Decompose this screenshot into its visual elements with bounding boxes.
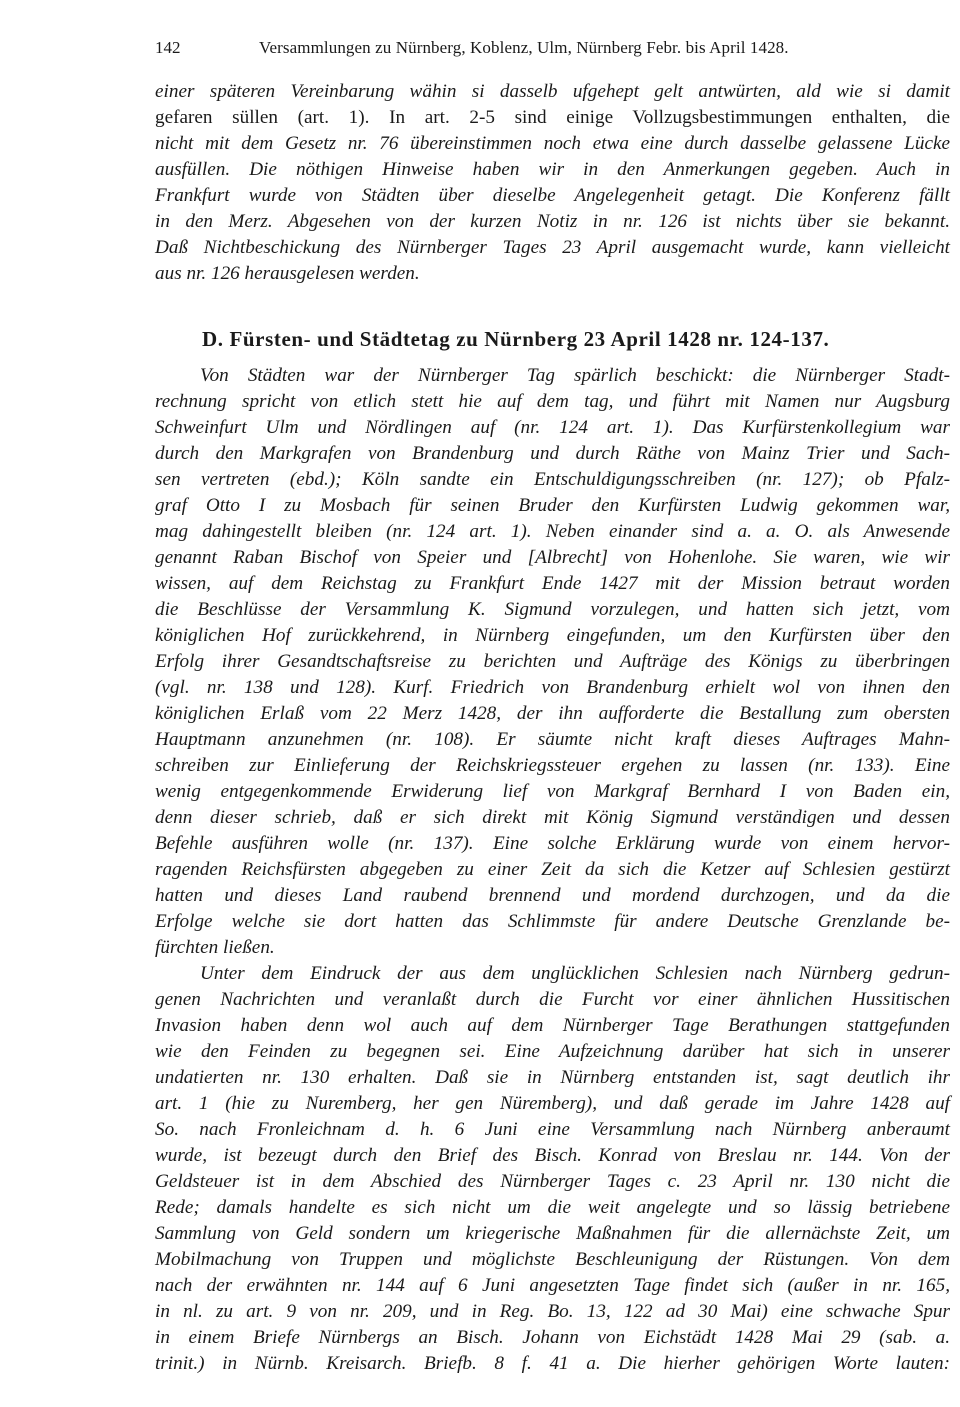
intro-line: in den Merz. Abgesehen von der kurzen Notiz in nr. 126 ist nichts über sie bekannt. [155, 211, 950, 232]
intro-line: Daß Nichtbeschickung des Nürnberger Tages 23 April ausgemacht wurde, kann vielleicht [155, 237, 950, 258]
body-line: So. nach Fronleichnam d. h. 6 Juni eine Versammlung nach Nürnberg anberaumt [155, 1119, 950, 1140]
section-heading: D. Fürsten- und Städtetag zu Nürnberg 23 April 1428 nr. 124-137. [202, 327, 830, 351]
body-line: königlichen Hof zurückkehrend, in Nürnberg eingefunden, um den Kurfürsten über den [155, 625, 950, 646]
body-line: Erfolg ihrer Gesandtschaftsreise zu berichten und Aufträge des Königs zu überbringen [155, 651, 950, 672]
body-line: hatten und dieses Land raubend brennend und mordend durchzogen, und da die [155, 885, 950, 906]
page-number: 142 [155, 38, 181, 57]
body-line: in einem Briefe Nürnbergs an Bisch. Johann von Eichstädt 1428 Mai 29 (sab. a. [155, 1327, 950, 1348]
body-line: rechnung spricht von etlich stett hie auf dem tag, und führt mit Namen nur Augsburg [155, 391, 950, 412]
page-header [155, 38, 950, 62]
body-line: genen Nachrichten und veranlaßt durch die Furcht vor einer ähnlichen Hussitischen [155, 989, 950, 1010]
body-line: Erfolge welche sie dort hatten das Schlimmste für andere Deutsche Grenzlande be- [155, 911, 950, 932]
body-line: undatierten nr. 130 erhalten. Daß sie in Nürnberg entstanden ist, sagt deutlich ihr [155, 1067, 950, 1088]
body-line: Sammlung von Geld sondern um kriegerische Maßnahmen für die allernächste Zeit, um [155, 1223, 950, 1244]
intro-line: aus nr. 126 herausgelesen werden. [155, 263, 420, 284]
body-line: wenig entgegenkommende Erwiderung lief von Markgraf Bernhard I von Baden ein, [155, 781, 950, 802]
body-line: genannt Raban Bischof von Speier und [Albrecht] von Hohenlohe. Sie waren, wie wir [155, 547, 950, 568]
body-line: durch den Markgrafen von Brandenburg und durch Räthe von Mainz Trier und Sach- [155, 443, 950, 464]
body-line: Schweinfurt Ulm und Nördlingen auf (nr. 124 art. 1). Das Kurfürstenkollegium war [155, 417, 950, 438]
intro-line: ausfüllen. Die nöthigen Hinweise haben wir in den Anmerkungen gegeben. Auch in [155, 159, 950, 180]
intro-line: nicht mit dem Gesetz nr. 76 übereinstimmen noch etwa eine durch dasselbe gelassene Lücke [155, 133, 950, 154]
body-line: Befehle ausführen wolle (nr. 137). Eine solche Erklärung wurde von einem hervor- [155, 833, 950, 854]
body-line: art. 1 (hie zu Nuremberg, her gen Nüremberg), und daß gerade im Jahre 1428 auf [155, 1093, 950, 1114]
body-line: graf Otto I zu Mosbach für seinen Bruder den Kurfürsten Ludwig gekommen war, [155, 495, 950, 516]
intro-line: gefaren süllen (art. 1). In art. 2-5 sind einige Vollzugsbestimmungen enthalten, die [155, 107, 950, 128]
body-line: Rede; damals handelte es sich nicht um die weit angelegte und so lässig betriebene [155, 1197, 950, 1218]
body-line: sen vertreten (ebd.); Köln sandte ein Entschuldigungsschreiben (nr. 127); ob Pfalz- [155, 469, 950, 490]
body-line: wie den Feinden zu begegnen sei. Eine Aufzeichnung darüber hat sich in unserer [155, 1041, 950, 1062]
body-line: trinit.) in Nürnb. Kreisarch. Briefb. 8 f. 41 a. Die hierher gehörigen Worte lauten: [155, 1353, 950, 1374]
intro-line: Frankfurt wurde von Städten über dieselbe Angelegenheit getagt. Die Konferenz fällt [155, 185, 950, 206]
intro-line: einer späteren Vereinbarung wähin si dasselb ufgehept gelt antwürten, ald wie si damit [155, 81, 950, 102]
body-line: denn dieser schrieb, daß er sich direkt mit König Sigmund verständigen und dessen [155, 807, 950, 828]
body-line: mag dahingestellt bleiben (nr. 124 art. 1). Neben einander sind a. a. O. als Anwesende [155, 521, 950, 542]
body-line: schreiben zur Einlieferung der Reichskriegssteuer ergehen zu lassen (nr. 133). Eine [155, 755, 950, 776]
body-line: die Beschlüsse der Versammlung K. Sigmund vorzulegen, und hatten sich jetzt, vom [155, 599, 950, 620]
body-line: Hauptmann anzunehmen (nr. 108). Er säumte nicht kraft dieses Auftrages Mahn- [155, 729, 950, 750]
body-line: (vgl. nr. 138 und 128). Kurf. Friedrich von Brandenburg erhielt wol von ihnen den [155, 677, 950, 698]
body-line: fürchten ließen. [155, 937, 275, 958]
running-title: Versammlungen zu Nürnberg, Koblenz, Ulm, Nürnberg Febr. bis April 1428. [259, 38, 789, 57]
body-line: Geldsteuer ist in dem Abschied des Nürnberger Tages c. 23 April nr. 130 nicht die [155, 1171, 950, 1192]
body-line: wissen, auf dem Reichstag zu Frankfurt Ende 1427 mit der Mission betraut worden [155, 573, 950, 594]
body-line: nach der erwähnten nr. 144 auf 6 Juni angesetzten Tage findet sich (außer in nr. 165, [155, 1275, 950, 1296]
body-line: in nl. zu art. 9 von nr. 209, und in Reg. Bo. 13, 122 ad 30 Mai) eine schwache Spur [155, 1301, 950, 1322]
body-line: ragenden Reichsfürsten abgegeben zu einer Zeit da sich die Ketzer auf Schlesien gestürzt [155, 859, 950, 880]
body-line: königlichen Erlaß vom 22 Merz 1428, der ihn aufforderte die Bestallung zum obersten [155, 703, 950, 724]
body-line: wurde, ist bezeugt durch den Brief des Bisch. Konrad von Breslau nr. 144. Von der [155, 1145, 950, 1166]
body-line: Unter dem Eindruck der aus dem unglücklichen Schlesien nach Nürnberg gedrun- [200, 963, 950, 984]
body-line: Von Städten war der Nürnberger Tag spärlich beschickt: die Nürnberger Stadt- [200, 365, 950, 386]
body-line: Mobilmachung von Truppen und möglichste Beschleunigung der Rüstungen. Von dem [155, 1249, 950, 1270]
body-line: Invasion haben denn wol auch auf dem Nürnberger Tage Berathungen stattgefunden [155, 1015, 950, 1036]
